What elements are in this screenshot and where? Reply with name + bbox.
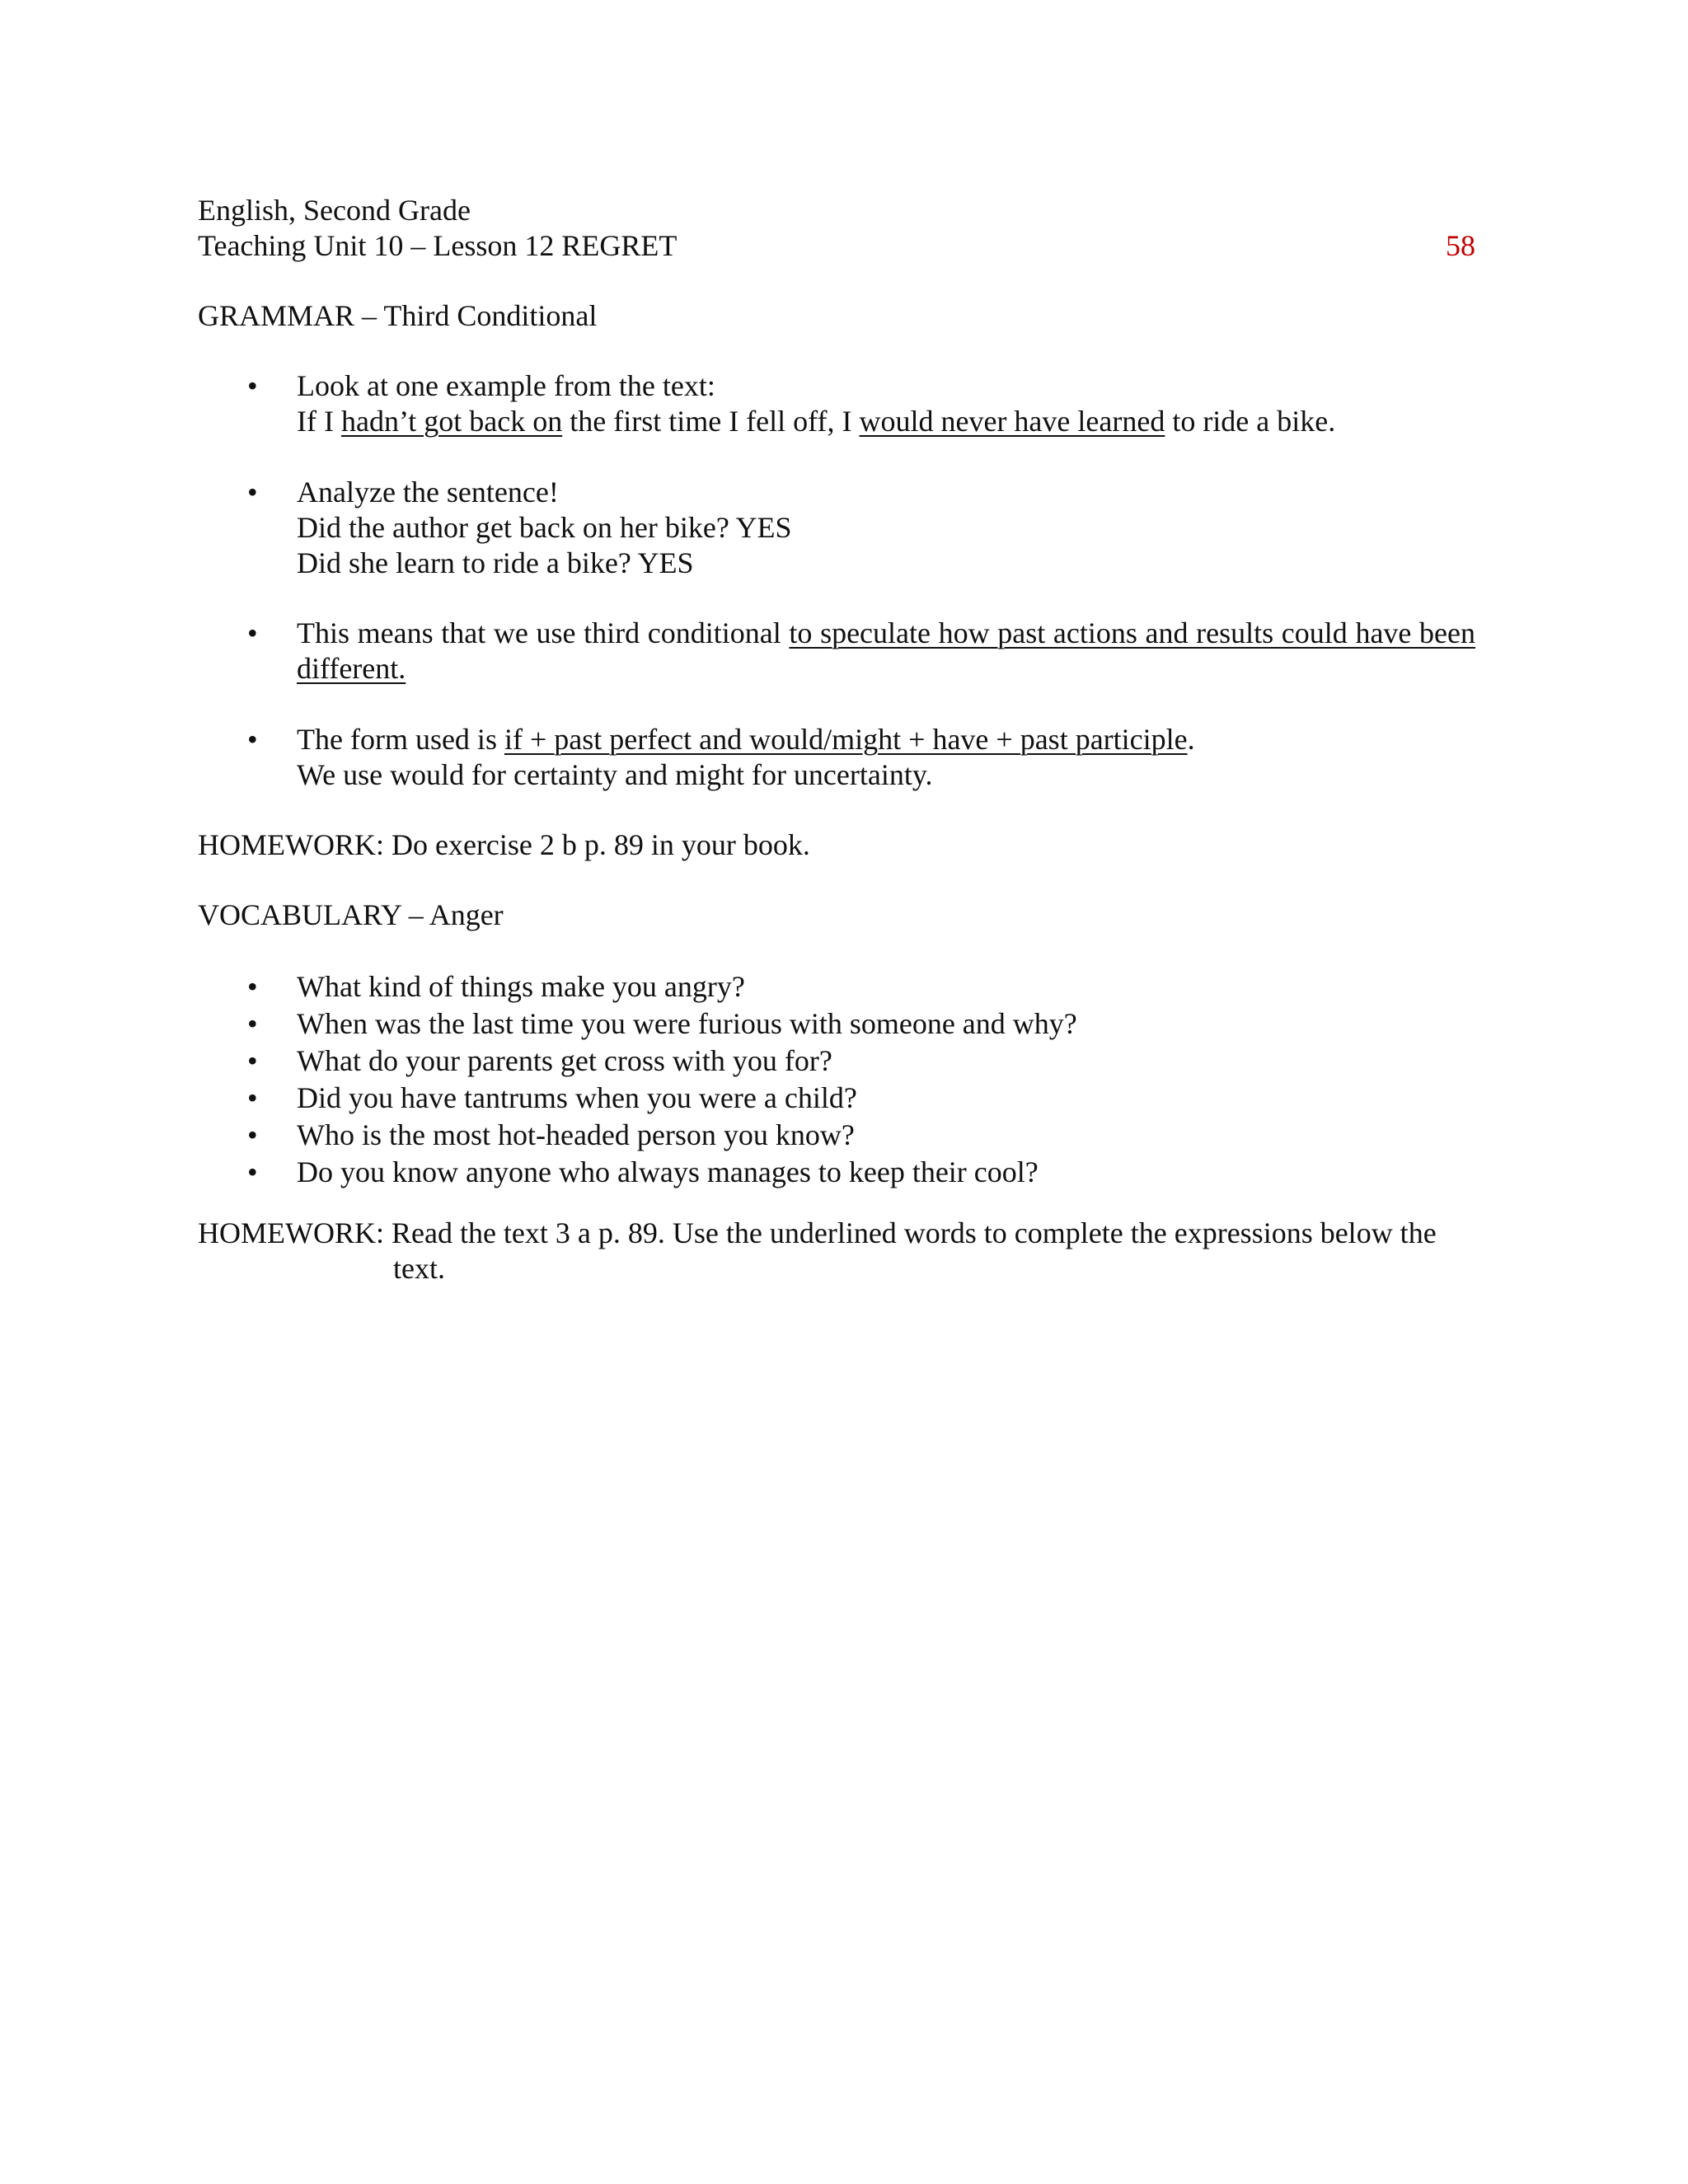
grammar-item-meaning	[198, 616, 1475, 687]
bullet-icon: •	[247, 616, 258, 649]
analyze-line-1: Analyze the sentence!	[297, 476, 559, 509]
bullet-icon: •	[247, 1044, 258, 1077]
example-text-pre: If I	[297, 405, 341, 438]
header-subject: English, Second Grade	[198, 194, 471, 227]
vocabulary-item-text: Did you have tantrums when you were a child?	[297, 1081, 857, 1114]
grammar-item-example	[198, 368, 1475, 439]
bullet-icon: •	[247, 1155, 258, 1188]
form-line-1	[297, 722, 1475, 757]
vocabulary-item-text: What kind of things make you angry?	[297, 970, 745, 1003]
vocabulary-item-text: When was the last time you were furious with someone and why?	[297, 1007, 1077, 1040]
grammar-title: GRAMMAR – Third Conditional	[198, 299, 598, 332]
grammar-list-4	[198, 722, 1475, 793]
bullet-icon: •	[247, 369, 258, 402]
vocabulary-item	[198, 1117, 1475, 1154]
grammar-item-example-sentence	[297, 404, 1475, 439]
homework-1: HOMEWORK: Do exercise 2 b p. 89 in your book.	[198, 828, 810, 861]
homework-2-line-1	[198, 1216, 1475, 1251]
vocabulary-item	[198, 968, 1475, 1005]
vocabulary-title: VOCABULARY – Anger	[198, 898, 504, 931]
vocabulary-item-text: Who is the most hot-headed person you know?	[297, 1118, 855, 1151]
form-text-pre: The form used is	[297, 723, 504, 756]
grammar-list-2	[198, 475, 1475, 581]
bullet-icon: •	[247, 1007, 258, 1040]
grammar-item-analyze	[198, 475, 1475, 581]
vocabulary-list	[198, 968, 1475, 1191]
bullet-icon: •	[247, 970, 258, 1003]
page-header	[198, 193, 1475, 264]
vocabulary-item	[198, 1043, 1475, 1080]
bullet-icon: •	[247, 723, 258, 756]
page-number: 58	[1446, 229, 1475, 262]
vocabulary-item	[198, 1005, 1475, 1043]
grammar-list-3	[198, 616, 1475, 687]
analyze-line-2: Did the author get back on her bike? YES	[297, 511, 792, 544]
header-unit-line	[198, 228, 1475, 264]
analyze-line-3: Did she learn to ride a bike? YES	[297, 546, 694, 579]
meaning-underline: to speculate how past actions and results could have been different.	[297, 616, 1476, 685]
homework-2-label: HOMEWORK:	[198, 1216, 384, 1249]
vocabulary-item-text: What do your parents get cross with you for?	[297, 1044, 832, 1077]
grammar-item-example-intro: Look at one example from the text:	[297, 369, 715, 402]
example-underline-1: hadn’t got back on	[340, 405, 563, 438]
example-underline-2: would never have learned	[859, 405, 1165, 438]
grammar-list	[198, 368, 1475, 439]
homework-2-text: Read the text 3 a p. 89. Use the underlined words to complete the expressions below the	[383, 1216, 1437, 1249]
form-text-post: .	[1187, 723, 1195, 756]
grammar-item-form	[198, 722, 1475, 793]
bullet-icon: •	[247, 1081, 258, 1114]
meaning-text	[297, 616, 1475, 687]
meaning-text-pre: This means that we use third conditional	[297, 616, 790, 649]
vocabulary-item-text: Do you know anyone who always manages to keep their cool?	[297, 1155, 1039, 1188]
example-text-mid: the first time I fell off, I	[562, 405, 860, 438]
form-underline: if + past perfect and would/might + have + past participle	[504, 723, 1188, 756]
header-unit: Teaching Unit 10 – Lesson 12 REGRET	[198, 229, 678, 262]
homework-2	[198, 1216, 1475, 1286]
bullet-icon: •	[247, 1118, 258, 1151]
bullet-icon: •	[247, 476, 258, 509]
example-text-post: to ride a bike.	[1165, 405, 1336, 438]
vocabulary-item	[198, 1080, 1475, 1117]
vocabulary-item	[198, 1154, 1475, 1191]
form-line-2: We use would for certainty and might for uncertainty.	[297, 758, 933, 791]
homework-2-line-2: text.	[393, 1252, 445, 1285]
